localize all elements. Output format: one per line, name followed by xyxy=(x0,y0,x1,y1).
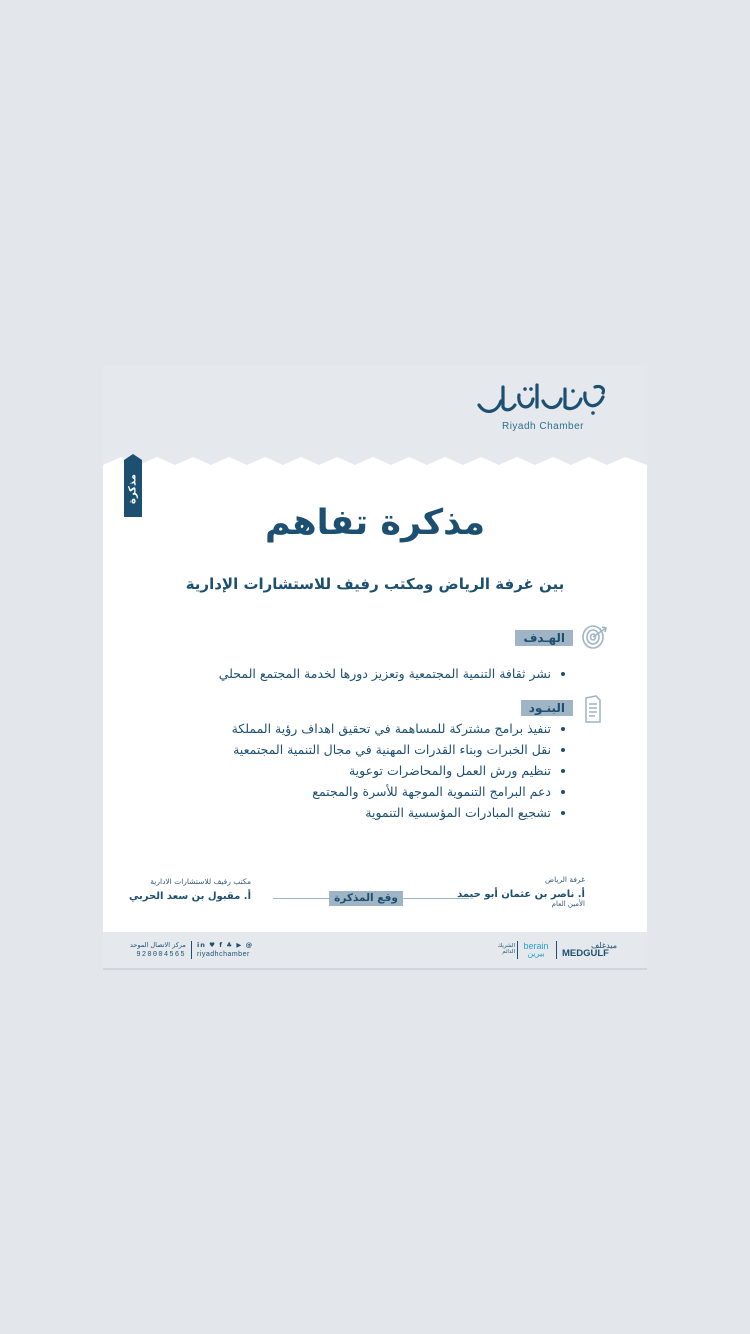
social-handle[interactable]: riyadhchamber xyxy=(197,951,250,958)
logo-divider xyxy=(517,941,518,959)
document-icon xyxy=(584,694,602,724)
page-title: مذكرة تفاهم xyxy=(264,503,486,543)
signatory-name: أ. مقبول بن سعد الحربي xyxy=(128,891,251,902)
page-subtitle: بين غرفة الرياض ومكتب رفيف للاستشارات الإدارية xyxy=(185,575,565,593)
footer-bottom-rule xyxy=(103,968,647,970)
berain-english: berain xyxy=(523,941,549,951)
signatory-org: غرفة الرياض xyxy=(545,875,585,884)
list-item: نقل الخبرات وبناء القدرات المهنية في مجال التنمية المجتمعية xyxy=(232,739,565,760)
footer-divider xyxy=(191,941,192,959)
terms-list xyxy=(232,718,565,823)
goal-label: الهـدف xyxy=(515,630,573,646)
contact-phone: 920004565 xyxy=(136,951,186,959)
partner-label: الشريك الدائم xyxy=(497,943,515,955)
memo-card xyxy=(103,365,647,970)
right-signatory xyxy=(457,875,585,908)
logo-divider xyxy=(556,941,557,959)
medgulf-english: MEDGULF xyxy=(562,948,609,959)
medgulf-arabic: ميدغلف xyxy=(590,941,617,950)
terms-label: البنـود xyxy=(521,700,573,716)
signatory-role: الأمين العام xyxy=(551,900,585,908)
riyadh-chamber-logo xyxy=(473,381,613,437)
zigzag-edge xyxy=(103,457,647,475)
list-item: تشجيع المبادرات المؤسسية التنموية xyxy=(232,802,565,823)
logo-calligraphy xyxy=(475,381,611,419)
berain-arabic: بيرين xyxy=(527,949,545,958)
social-icons[interactable]: in ♥ f ♣ ▶ @ xyxy=(197,941,254,949)
signed-label: وقع المذكرة xyxy=(329,891,403,906)
left-signatory xyxy=(129,877,251,902)
contact-label: مركز الاتصال الموحد xyxy=(130,941,186,949)
signatory-name: أ. ناصر بن عثمان أبو حيمد xyxy=(457,889,585,900)
signature-divider-left xyxy=(273,898,329,899)
side-tab-label: مذكرة xyxy=(127,473,139,504)
list-item: نشر ثقافة التنمية المجتمعية وتعزيز دورها لخدمة المجتمع المحلي xyxy=(219,663,565,684)
goal-list xyxy=(219,663,565,684)
footer xyxy=(103,932,647,970)
contact-center xyxy=(130,941,186,959)
medgulf-logo xyxy=(562,941,617,959)
logo-english-text: Riyadh Chamber xyxy=(501,421,585,432)
signatory-org: مكتب رفيف للاستشارات الادارية xyxy=(150,877,251,886)
list-item: تنفيذ برامج مشتركة للمساهمة في تحقيق اهداف رؤية المملكة xyxy=(232,718,565,739)
berain-logo xyxy=(521,941,551,958)
social-links[interactable] xyxy=(197,941,253,958)
target-icon xyxy=(580,623,608,651)
list-item: تنظيم ورش العمل والمحاضرات توعوية xyxy=(232,760,565,781)
list-item: دعم البرامج التنموية الموجهة للأسرة والمجتمع xyxy=(232,781,565,802)
